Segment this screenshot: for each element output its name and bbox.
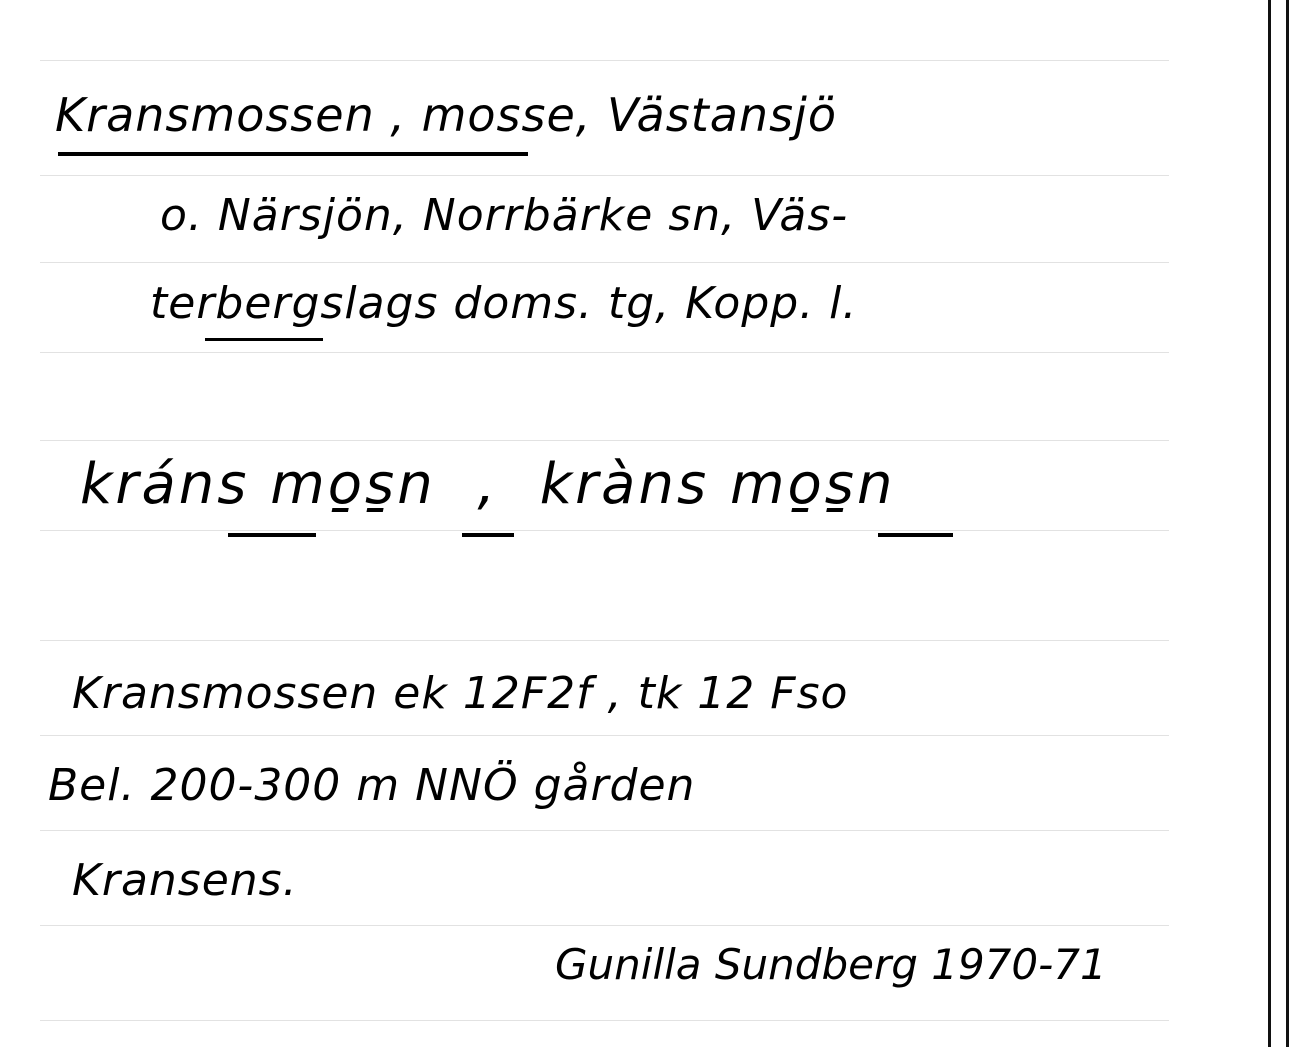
body-line-3: Kransens. <box>72 855 298 906</box>
ruled-line <box>40 440 1169 441</box>
phonetic-transcription: kráns mo̱s̱n , kràns mo̱s̱n <box>80 452 896 517</box>
ruled-line <box>40 352 1169 353</box>
signature: Gunilla Sundberg 1970-71 <box>555 940 1107 989</box>
ruled-line <box>40 925 1169 926</box>
card-edge-line <box>1268 0 1271 1047</box>
header-line-3-underline <box>205 338 323 341</box>
body-line-1: Kransmossen ek 12F2f , tk 12 Fso <box>72 668 849 719</box>
header-line-2: o. Närsjön, Norrbärke sn, Väs- <box>160 190 849 241</box>
ruled-line <box>40 1020 1169 1021</box>
header-line-3: terbergslags doms. tg, Kopp. l. <box>150 278 858 329</box>
ruled-line <box>40 640 1169 641</box>
ruled-line <box>40 262 1169 263</box>
ruled-line <box>40 830 1169 831</box>
ruled-line <box>40 530 1169 531</box>
phonetic-underline <box>228 533 316 537</box>
phonetic-underline <box>878 533 953 537</box>
phonetic-underline <box>462 533 514 537</box>
header-line-1: Kransmossen , mosse, Västansjö <box>55 88 837 142</box>
ruled-line <box>40 175 1169 176</box>
ruled-line <box>40 735 1169 736</box>
body-line-2: Bel. 200-300 m NNÖ gården <box>48 760 696 811</box>
headword-underline <box>58 152 528 156</box>
ruled-line <box>40 60 1169 61</box>
